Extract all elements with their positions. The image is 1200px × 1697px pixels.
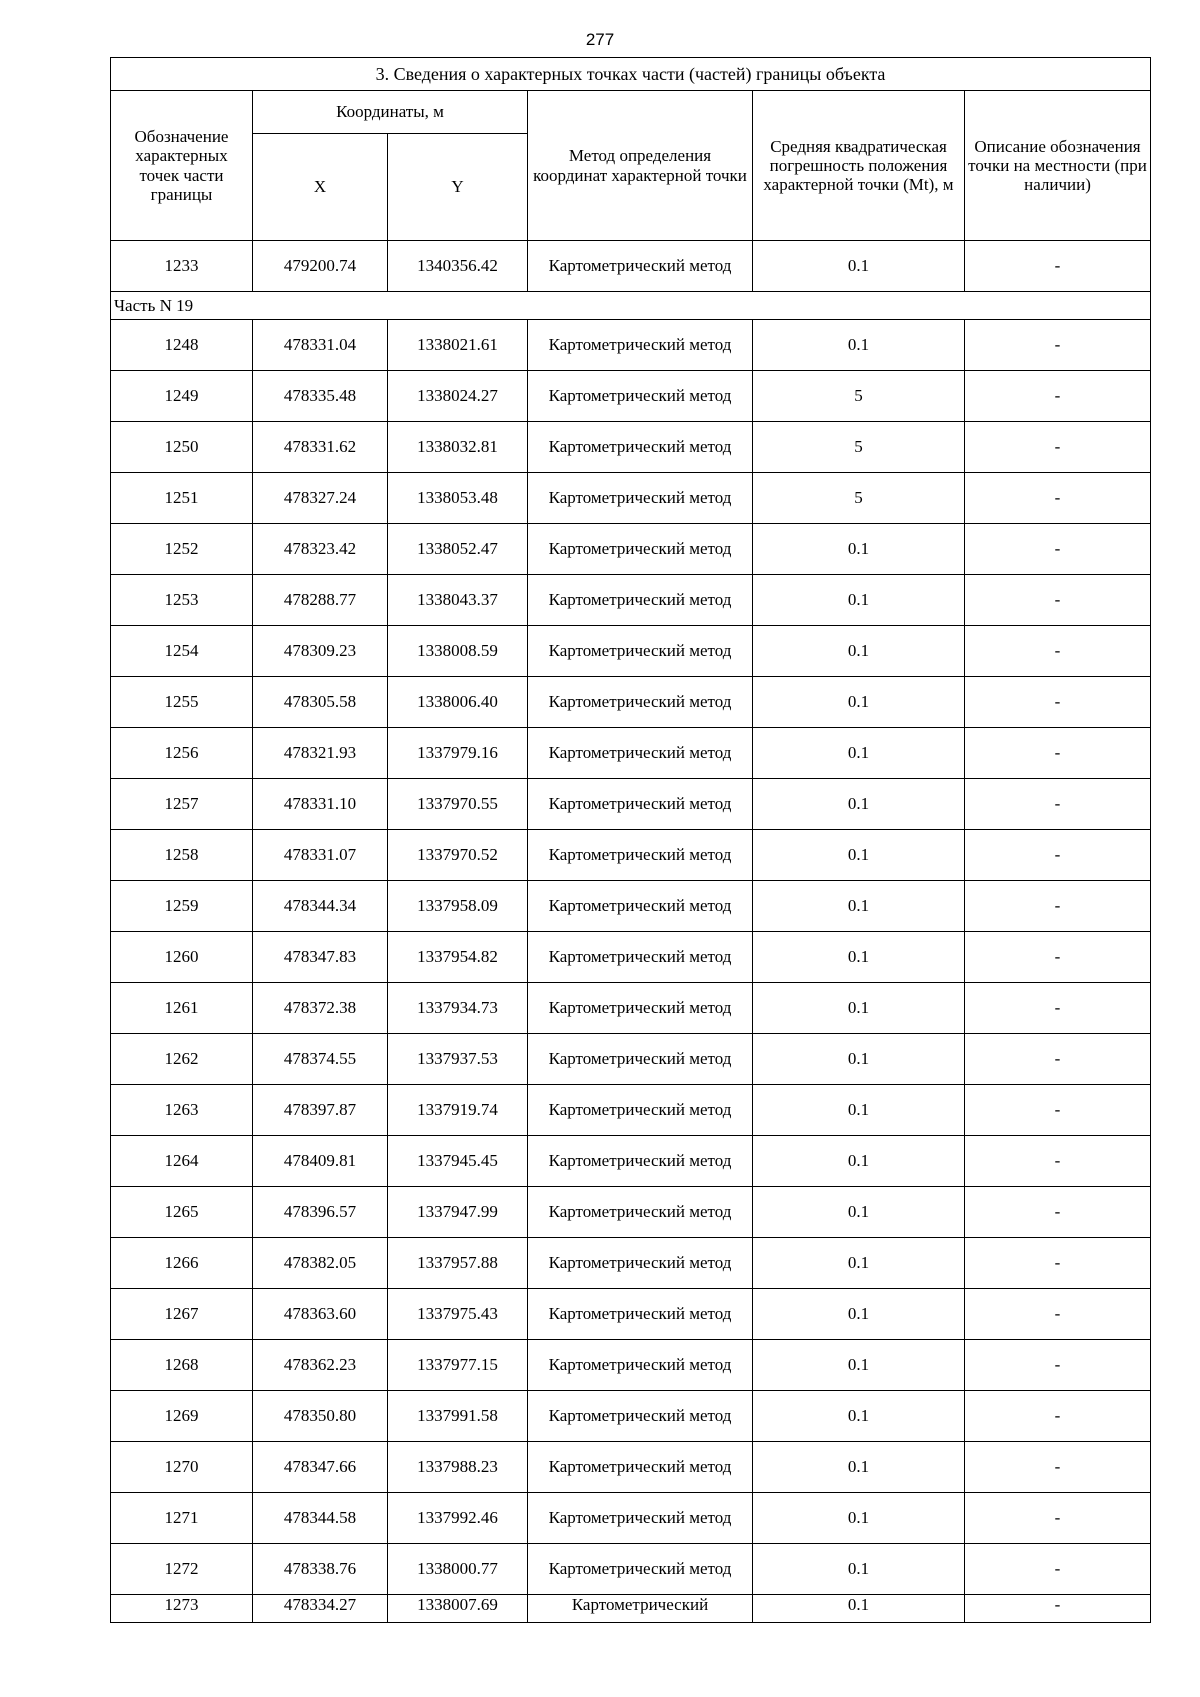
method-cell: Картометрический метод (528, 1085, 753, 1136)
part-label: Часть N 19 (111, 292, 1151, 320)
description-cell: - (965, 1034, 1151, 1085)
method-cell: Картометрический метод (528, 626, 753, 677)
error-cell: 0.1 (753, 1289, 965, 1340)
table-row (111, 881, 1151, 932)
y-coordinate-cell: 1337988.23 (388, 1442, 528, 1493)
error-cell: 0.1 (753, 1340, 965, 1391)
table-row (111, 1289, 1151, 1340)
x-coordinate-cell: 478331.62 (253, 422, 388, 473)
x-coordinate-cell: 478334.27 (253, 1595, 388, 1623)
description-cell: - (965, 1442, 1151, 1493)
error-cell: 0.1 (753, 1034, 965, 1085)
description-cell: - (965, 626, 1151, 677)
error-cell: 0.1 (753, 1442, 965, 1493)
y-header: Y (388, 134, 528, 241)
y-coordinate-cell: 1337958.09 (388, 881, 528, 932)
y-coordinate-cell: 1337975.43 (388, 1289, 528, 1340)
method-cell: Картометрический метод (528, 881, 753, 932)
table-row (111, 371, 1151, 422)
method-cell: Картометрический метод (528, 1442, 753, 1493)
table-row (111, 473, 1151, 524)
x-coordinate-cell: 478350.80 (253, 1391, 388, 1442)
error-cell: 0.1 (753, 241, 965, 292)
point-id-cell: 1264 (111, 1136, 253, 1187)
table-row (111, 1493, 1151, 1544)
method-cell: Картометрический метод (528, 575, 753, 626)
error-cell: 0.1 (753, 1085, 965, 1136)
table-row (111, 1340, 1151, 1391)
designation-header: Обозначение характерных точек части границы (111, 91, 253, 241)
x-coordinate-cell: 479200.74 (253, 241, 388, 292)
method-cell: Картометрический метод (528, 677, 753, 728)
description-cell: - (965, 241, 1151, 292)
description-cell: - (965, 1340, 1151, 1391)
point-id-cell: 1254 (111, 626, 253, 677)
table-row (111, 983, 1151, 1034)
coordinates-header: Координаты, м (253, 91, 528, 134)
x-coordinate-cell: 478344.58 (253, 1493, 388, 1544)
error-cell: 0.1 (753, 1136, 965, 1187)
table-row (111, 677, 1151, 728)
error-cell: 5 (753, 371, 965, 422)
error-cell: 0.1 (753, 932, 965, 983)
description-cell: - (965, 983, 1151, 1034)
table-row (111, 1544, 1151, 1595)
error-header: Средняя квадратическая погрешность положения характерной точки (Mt), м (753, 91, 965, 241)
point-id-cell: 1273 (111, 1595, 253, 1623)
method-cell: Картометрический метод (528, 1544, 753, 1595)
point-id-cell: 1252 (111, 524, 253, 575)
table-row (111, 320, 1151, 371)
method-cell: Картометрический метод (528, 932, 753, 983)
y-coordinate-cell: 1337919.74 (388, 1085, 528, 1136)
point-id-cell: 1259 (111, 881, 253, 932)
x-coordinate-cell: 478323.42 (253, 524, 388, 575)
point-id-cell: 1248 (111, 320, 253, 371)
table-body (111, 241, 1151, 1623)
table-row (111, 779, 1151, 830)
method-cell: Картометрический (528, 1595, 753, 1623)
y-coordinate-cell: 1338006.40 (388, 677, 528, 728)
y-coordinate-cell: 1337947.99 (388, 1187, 528, 1238)
description-cell: - (965, 1136, 1151, 1187)
x-coordinate-cell: 478331.10 (253, 779, 388, 830)
point-id-cell: 1269 (111, 1391, 253, 1442)
error-cell: 0.1 (753, 320, 965, 371)
point-id-cell: 1251 (111, 473, 253, 524)
y-coordinate-cell: 1337957.88 (388, 1238, 528, 1289)
description-cell: - (965, 677, 1151, 728)
description-cell: - (965, 371, 1151, 422)
description-cell: - (965, 1187, 1151, 1238)
method-cell: Картометрический метод (528, 1493, 753, 1544)
point-id-cell: 1255 (111, 677, 253, 728)
description-cell: - (965, 728, 1151, 779)
x-coordinate-cell: 478397.87 (253, 1085, 388, 1136)
x-coordinate-cell: 478344.34 (253, 881, 388, 932)
y-coordinate-cell: 1337970.52 (388, 830, 528, 881)
x-coordinate-cell: 478347.66 (253, 1442, 388, 1493)
method-cell: Картометрический метод (528, 320, 753, 371)
table-row (111, 1187, 1151, 1238)
table-row (111, 422, 1151, 473)
description-cell: - (965, 575, 1151, 626)
y-coordinate-cell: 1338024.27 (388, 371, 528, 422)
point-id-cell: 1272 (111, 1544, 253, 1595)
point-id-cell: 1270 (111, 1442, 253, 1493)
error-cell: 0.1 (753, 728, 965, 779)
error-cell: 0.1 (753, 983, 965, 1034)
method-cell: Картометрический метод (528, 1238, 753, 1289)
y-coordinate-cell: 1338008.59 (388, 626, 528, 677)
y-coordinate-cell: 1337979.16 (388, 728, 528, 779)
x-coordinate-cell: 478338.76 (253, 1544, 388, 1595)
x-coordinate-cell: 478409.81 (253, 1136, 388, 1187)
points-table (110, 57, 1151, 1623)
point-id-cell: 1249 (111, 371, 253, 422)
description-cell: - (965, 1391, 1151, 1442)
method-cell: Картометрический метод (528, 241, 753, 292)
y-coordinate-cell: 1337934.73 (388, 983, 528, 1034)
description-cell: - (965, 320, 1151, 371)
method-cell: Картометрический метод (528, 524, 753, 575)
point-id-cell: 1260 (111, 932, 253, 983)
point-id-cell: 1262 (111, 1034, 253, 1085)
method-cell: Картометрический метод (528, 779, 753, 830)
point-id-cell: 1266 (111, 1238, 253, 1289)
description-cell: - (965, 779, 1151, 830)
x-coordinate-cell: 478347.83 (253, 932, 388, 983)
method-cell: Картометрический метод (528, 1340, 753, 1391)
method-cell: Картометрический метод (528, 728, 753, 779)
table-row (111, 728, 1151, 779)
y-coordinate-cell: 1338007.69 (388, 1595, 528, 1623)
table-row (111, 626, 1151, 677)
x-coordinate-cell: 478331.07 (253, 830, 388, 881)
error-cell: 0.1 (753, 1238, 965, 1289)
point-id-cell: 1268 (111, 1340, 253, 1391)
table-row (111, 1136, 1151, 1187)
table-row (111, 241, 1151, 292)
y-coordinate-cell: 1337992.46 (388, 1493, 528, 1544)
description-cell: - (965, 1493, 1151, 1544)
error-cell: 5 (753, 473, 965, 524)
x-coordinate-cell: 478362.23 (253, 1340, 388, 1391)
y-coordinate-cell: 1337991.58 (388, 1391, 528, 1442)
point-id-cell: 1261 (111, 983, 253, 1034)
page-number: 277 (585, 30, 615, 49)
y-coordinate-cell: 1338021.61 (388, 320, 528, 371)
method-cell: Картометрический метод (528, 983, 753, 1034)
point-id-cell: 1263 (111, 1085, 253, 1136)
x-coordinate-cell: 478309.23 (253, 626, 388, 677)
method-cell: Картометрический метод (528, 473, 753, 524)
table-row (111, 1595, 1151, 1623)
description-cell: - (965, 1544, 1151, 1595)
y-coordinate-cell: 1338043.37 (388, 575, 528, 626)
y-coordinate-cell: 1338052.47 (388, 524, 528, 575)
table-row (111, 1085, 1151, 1136)
description-cell: - (965, 422, 1151, 473)
table-row (111, 1034, 1151, 1085)
description-cell: - (965, 473, 1151, 524)
description-header: Описание обозначения точки на местности (при наличии) (965, 91, 1151, 241)
point-id-cell: 1256 (111, 728, 253, 779)
error-cell: 0.1 (753, 1595, 965, 1623)
error-cell: 0.1 (753, 881, 965, 932)
y-coordinate-cell: 1337970.55 (388, 779, 528, 830)
point-id-cell: 1253 (111, 575, 253, 626)
method-cell: Картометрический метод (528, 1391, 753, 1442)
point-id-cell: 1265 (111, 1187, 253, 1238)
method-cell: Картометрический метод (528, 1289, 753, 1340)
method-cell: Картометрический метод (528, 1187, 753, 1238)
x-header: X (253, 134, 388, 241)
x-coordinate-cell: 478396.57 (253, 1187, 388, 1238)
point-id-cell: 1258 (111, 830, 253, 881)
point-id-cell: 1271 (111, 1493, 253, 1544)
error-cell: 0.1 (753, 677, 965, 728)
error-cell: 0.1 (753, 1187, 965, 1238)
error-cell: 0.1 (753, 524, 965, 575)
y-coordinate-cell: 1337977.15 (388, 1340, 528, 1391)
error-cell: 0.1 (753, 779, 965, 830)
description-cell: - (965, 932, 1151, 983)
method-cell: Картометрический метод (528, 422, 753, 473)
x-coordinate-cell: 478288.77 (253, 575, 388, 626)
table-row (111, 1442, 1151, 1493)
x-coordinate-cell: 478327.24 (253, 473, 388, 524)
error-cell: 0.1 (753, 830, 965, 881)
error-cell: 5 (753, 422, 965, 473)
point-id-cell: 1257 (111, 779, 253, 830)
part-row (111, 292, 1151, 320)
description-cell: - (965, 1595, 1151, 1623)
description-cell: - (965, 830, 1151, 881)
method-cell: Картометрический метод (528, 1136, 753, 1187)
method-cell: Картометрический метод (528, 1034, 753, 1085)
x-coordinate-cell: 478335.48 (253, 371, 388, 422)
y-coordinate-cell: 1340356.42 (388, 241, 528, 292)
error-cell: 0.1 (753, 1493, 965, 1544)
x-coordinate-cell: 478382.05 (253, 1238, 388, 1289)
method-cell: Картометрический метод (528, 830, 753, 881)
y-coordinate-cell: 1337945.45 (388, 1136, 528, 1187)
x-coordinate-cell: 478363.60 (253, 1289, 388, 1340)
point-id-cell: 1250 (111, 422, 253, 473)
error-cell: 0.1 (753, 575, 965, 626)
x-coordinate-cell: 478305.58 (253, 677, 388, 728)
table-row (111, 932, 1151, 983)
y-coordinate-cell: 1338053.48 (388, 473, 528, 524)
description-cell: - (965, 1289, 1151, 1340)
table-row (111, 1238, 1151, 1289)
table-title: 3. Сведения о характерных точках части (частей) границы объекта (111, 58, 1151, 91)
error-cell: 0.1 (753, 626, 965, 677)
x-coordinate-cell: 478372.38 (253, 983, 388, 1034)
table-row (111, 1391, 1151, 1442)
method-header: Метод определения координат характерной точки (528, 91, 753, 241)
y-coordinate-cell: 1337954.82 (388, 932, 528, 983)
x-coordinate-cell: 478321.93 (253, 728, 388, 779)
y-coordinate-cell: 1338032.81 (388, 422, 528, 473)
x-coordinate-cell: 478331.04 (253, 320, 388, 371)
y-coordinate-cell: 1337937.53 (388, 1034, 528, 1085)
error-cell: 0.1 (753, 1391, 965, 1442)
header-row (111, 91, 1151, 134)
point-id-cell: 1267 (111, 1289, 253, 1340)
point-id-cell: 1233 (111, 241, 253, 292)
error-cell: 0.1 (753, 1544, 965, 1595)
description-cell: - (965, 524, 1151, 575)
table-row (111, 575, 1151, 626)
description-cell: - (965, 881, 1151, 932)
table-row (111, 524, 1151, 575)
table-row (111, 830, 1151, 881)
table-title-row (111, 58, 1151, 91)
description-cell: - (965, 1085, 1151, 1136)
x-coordinate-cell: 478374.55 (253, 1034, 388, 1085)
y-coordinate-cell: 1338000.77 (388, 1544, 528, 1595)
method-cell: Картометрический метод (528, 371, 753, 422)
description-cell: - (965, 1238, 1151, 1289)
